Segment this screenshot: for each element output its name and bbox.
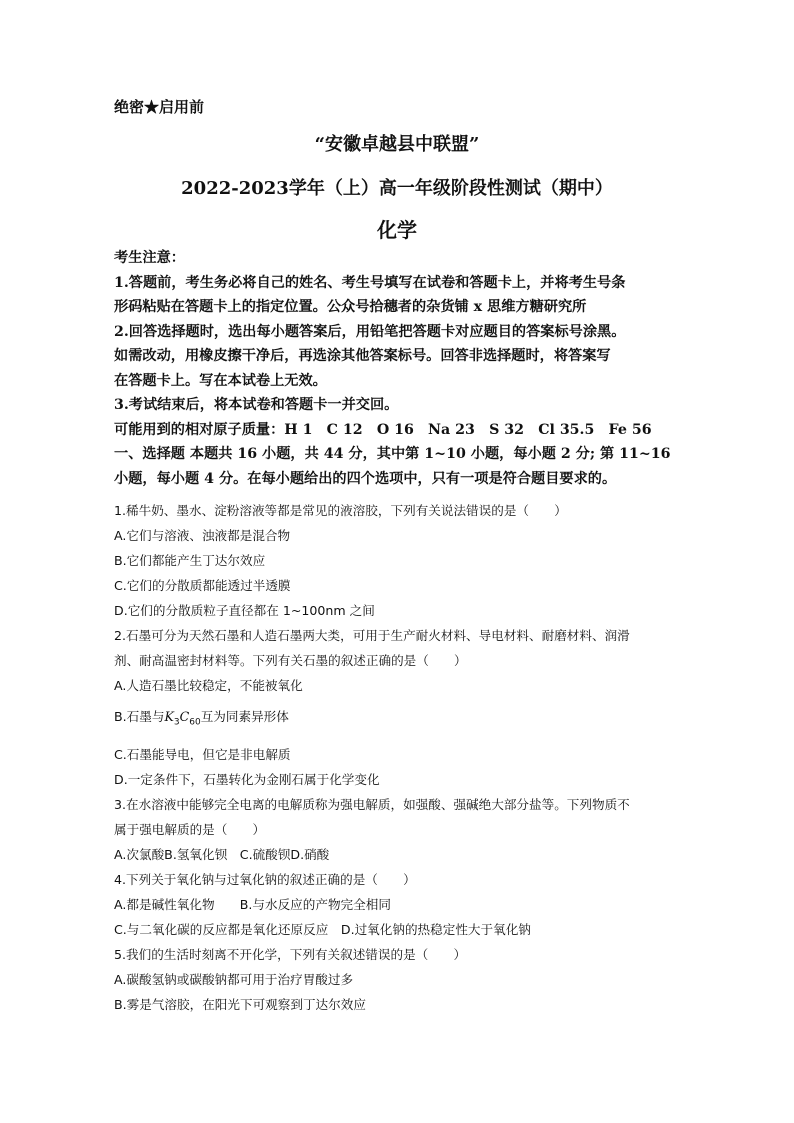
question-3-options: A.次氯酸B.氢氧化钡 C.硫酸钡D.硝酸 xyxy=(114,846,330,862)
question-3-stem: 3.在水溶液中能够完全电离的电解质称为强电解质，如强酸、强碱绝大部分盐等。下列物质不 xyxy=(114,796,630,812)
notice-heading: 考生注意： xyxy=(114,250,185,266)
question-5-stem: 5.我们的生活时刻离不开化学，下列有关叙述错误的是（ ） xyxy=(114,946,467,962)
section-heading: 一、选择题 本题共 16 小题，共 44 分，其中第 1~10 小题，每小题 2 分; 第 11~16 xyxy=(114,446,671,462)
question-1-option-a: A.它们与溶液、浊液都是混合物 xyxy=(114,528,291,543)
question-1-option-b: B.它们都能产生丁达尔效应 xyxy=(114,553,266,568)
question-1-option-c: C.它们的分散质都能透过半透膜 xyxy=(114,578,291,593)
notice-line: 在答题卡上。写在本试卷上无效。 xyxy=(114,372,327,389)
question-5-option-b: B.雾是气溶胶，在阳光下可观察到丁达尔效应 xyxy=(114,996,366,1012)
notice-line: 形码粘贴在答题卡上的指定位置。公众号拾穗者的杂货铺 x 思维方糖研究所 xyxy=(114,299,587,315)
section-heading-cont: 小题，每小题 4 分。在每小题给出的四个选项中，只有一项是符合题目要求的。 xyxy=(114,470,617,487)
question-4-options-ab: A.都是碱性氧化物 B.与水反应的产物完全相同 xyxy=(114,896,391,912)
notice-line: 2.回答选择题时，选出每小题答案后，用铅笔把答题卡对应题目的答案标号涂黑。 xyxy=(114,323,626,340)
question-2-option-c: C.石墨能导电，但它是非电解质 xyxy=(114,746,291,762)
question-2-stem-cont: 剂、耐高温密封材料等。下列有关石墨的叙述正确的是（ ） xyxy=(114,653,467,668)
notice-line: 1.答题前，考生务必将自己的姓名、考生号填写在试卷和答题卡上，并将考生号条 xyxy=(114,274,626,291)
question-2-option-d: D.一定条件下，石墨转化为金刚石属于化学变化 xyxy=(114,771,380,787)
question-3-stem-cont: 属于强电解质的是（ ） xyxy=(114,821,266,837)
question-4-stem: 4.下列关于氧化钠与过氧化钠的叙述正确的是（ ） xyxy=(114,871,416,887)
subject-title: 化学 xyxy=(377,218,417,242)
question-2-option-a: A.人造石墨比较稳定，不能被氧化 xyxy=(114,678,303,693)
atomic-mass-line: 可能用到的相对原子质量：H 1 C 12 O 16 Na 23 S 32 Cl 35.5 Fe 56 xyxy=(114,421,652,438)
question-2-option-b: B.石墨与$K_3C_{60}$互为同素异形体 xyxy=(114,709,289,728)
exam-title: 2022-2023学年（上）高一年级阶段性测试（期中） xyxy=(181,178,613,199)
notice-line: 如需改动，用橡皮擦干净后，再选涂其他答案标号。回答非选择题时，将答案写 xyxy=(114,348,611,364)
alliance-title: “安徽卓越县中联盟” xyxy=(314,134,480,155)
question-1-option-d: D.它们的分散质粒子直径都在 1~100nm 之间 xyxy=(114,603,375,618)
notice-line: 3.考试结束后，将本试卷和答题卡一并交回。 xyxy=(114,397,399,413)
questions xyxy=(114,498,696,1017)
question-2-stem: 2.石墨可分为天然石墨和人造石墨两大类，可用于生产耐火材料、导电材料、耐磨材料、润滑 xyxy=(114,628,630,643)
question-5-option-a: A.碳酸氢钠或碳酸钠都可用于治疗胃酸过多 xyxy=(114,971,354,987)
secret-label: 绝密★启用前 xyxy=(114,98,205,116)
question-1-stem: 1.稀牛奶、墨水、淀粉溶液等都是常见的液溶胶，下列有关说法错误的是（ ） xyxy=(114,503,567,518)
exam-notice xyxy=(114,246,694,491)
question-4-options-cd: C.与二氧化碳的反应都是氧化还原反应 D.过氧化钠的热稳定性大于氧化钠 xyxy=(114,921,531,937)
